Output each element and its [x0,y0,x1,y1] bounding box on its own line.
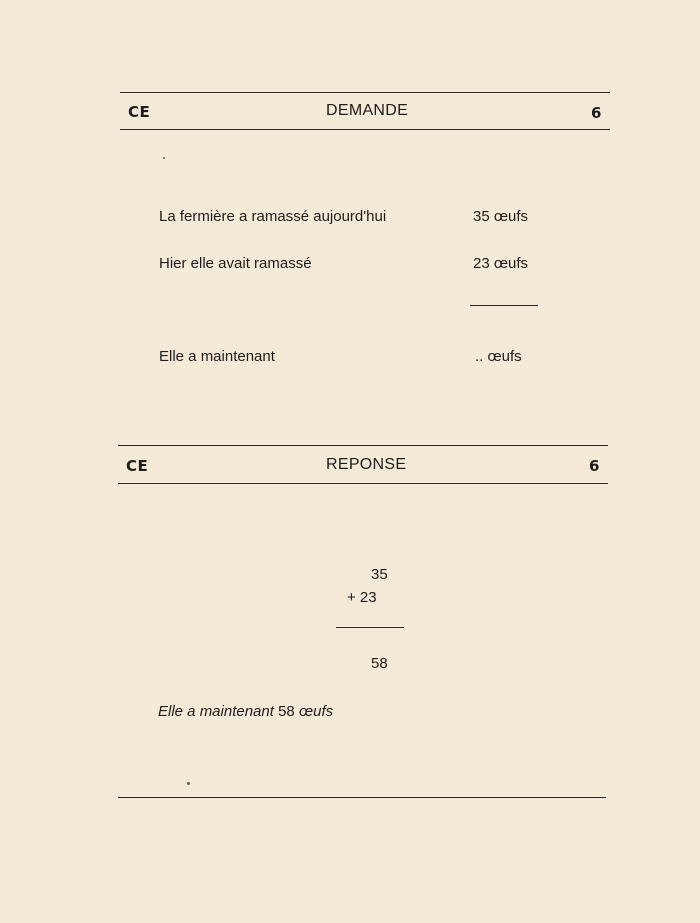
paper-speck [187,782,190,785]
reponse-top-rule [118,445,608,446]
calc-operand-1: 35 [371,566,388,583]
conclusion-number: 58 [278,703,295,720]
demande-top-rule [120,92,610,93]
conclusion-suffix: œufs [298,703,334,720]
conclusion-prefix: Elle a maintenant [158,703,274,720]
reponse-bottom-rule [118,483,608,484]
reponse-code: CE [126,457,149,475]
calc-result: 58 [371,655,388,672]
reponse-conclusion [158,703,333,720]
calc-sum-rule [336,627,404,628]
demande-line-1-text: La fermière a ramassé aujourd'hui [159,208,387,225]
paper-speck [163,157,165,159]
demande-sum-rule [470,305,538,306]
demande-bottom-rule [120,129,610,130]
demande-line-1-qty: 35 œufs [473,208,529,225]
demande-number: 6 [591,104,602,122]
reponse-end-rule [118,797,606,798]
demande-code: CE [128,103,151,121]
demande-line-3-qty: .. œufs [475,348,522,365]
demande-line-2-qty: 23 œufs [473,255,529,272]
reponse-title: REPONSE [326,456,407,473]
calc-operand-2: + 23 [347,589,377,606]
demande-line-2-text: Hier elle avait ramassé [159,255,312,272]
demande-title: DEMANDE [326,102,409,119]
reponse-number: 6 [589,457,600,475]
demande-line-3-text: Elle a maintenant [159,348,275,365]
